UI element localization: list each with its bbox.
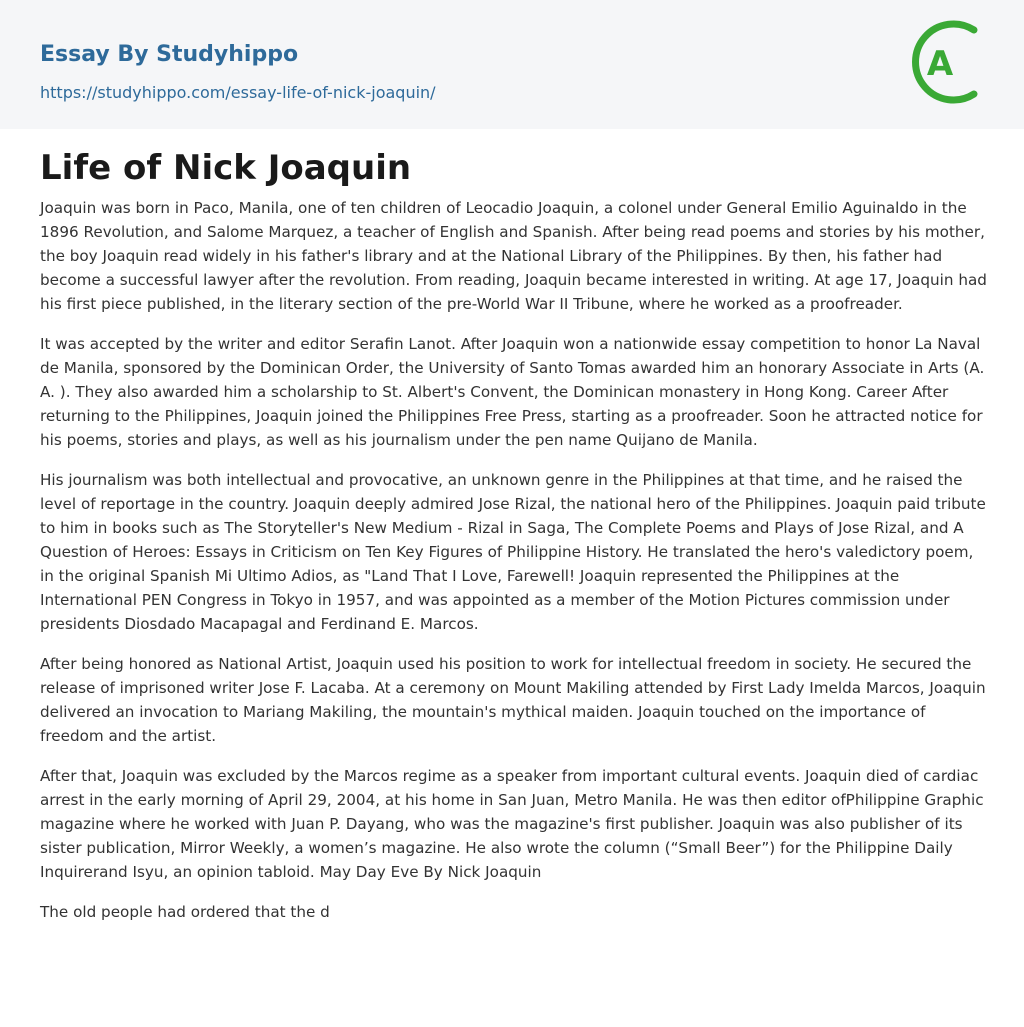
studyhippo-logo-icon[interactable]	[908, 16, 992, 108]
site-header	[0, 0, 1024, 129]
site-brand[interactable]: Essay By Studyhippo	[40, 42, 299, 67]
article-paragraph: It was accepted by the writer and editor Serafin Lanot. After Joaquin won a nationwide essay competition to honor La Naval de Manila, sponsored by the Dominican Order, the University of Santo Tomas awarded him an honorary Associate in Arts (A. A. ). They also awarded him a scholarship to St. Albert's Convent, the Dominican monastery in Hong Kong. Career After returning to the Philippines, Joaquin joined the Philippines Free Press, starting as a proofreader. Soon he attracted notice for his poems, stories and plays, as well as his journalism under the pen name Quijano de Manila.	[40, 335, 985, 449]
article-title: Life of Nick Joaquin	[40, 148, 412, 188]
article-paragraph: Joaquin was born in Paco, Manila, one of ten children of Leocadio Joaquin, a colonel under General Emilio Aguinaldo in the 1896 Revolution, and Salome Marquez, a teacher of English and Spanish. After being read poems and stories by his mother, the boy Joaquin read widely in his father's library and at the National Library of the Philippines. By then, his father had become a successful lawyer after the revolution. From reading, Joaquin became interested in writing. At age 17, Joaquin had his first piece published, in the literary section of the pre-World War II Tribune, where he worked as a proofreader.	[40, 199, 987, 313]
article-url-link[interactable]: https://studyhippo.com/essay-life-of-nick-joaquin/	[40, 83, 436, 102]
article-paragraph: After being honored as National Artist, Joaquin used his position to work for intellectual freedom in society. He secured the release of imprisoned writer Jose F. Lacaba. At a ceremony on Mount Makiling attended by First Lady Imelda Marcos, Joaquin delivered an invocation to Mariang Makiling, the mountain's mythical maiden. Joaquin touched on the importance of freedom and the artist.	[40, 655, 986, 745]
article-body	[0, 148, 1024, 924]
article-paragraph-truncated: The old people had ordered that the d	[40, 903, 330, 921]
article-paragraph: His journalism was both intellectual and provocative, an unknown genre in the Philippines at that time, and he raised the level of reportage in the country. Joaquin deeply admired Jose Rizal, the national hero of the Philippines. Joaquin paid tribute to him in books such as The Storyteller's New Medium - Rizal in Saga, The Complete Poems and Plays of Jose Rizal, and A Question of Heroes: Essays in Criticism on Ten Key Figures of Philippine History. He translated the hero's valedictory poem, in the original Spanish Mi Ultimo Adios, as "Land That I Love, Farewell! Joaquin represented the Philippines at the International PEN Congress in Tokyo in 1957, and was appointed as a member of the Motion Pictures commission under presidents Diosdado Macapagal and Ferdinand E. Marcos.	[40, 471, 986, 633]
logo-letter: A	[926, 44, 954, 84]
article-paragraph: After that, Joaquin was excluded by the Marcos regime as a speaker from important cultural events. Joaquin died of cardiac arrest in the early morning of April 29, 2004, at his home in San Juan, Metro Manila. He was then editor ofPhilippine Graphic magazine where he worked with Juan P. Dayang, who was the magazine's first publisher. Joaquin was also publisher of its sister publication, Mirror Weekly, a women’s magazine. He also wrote the column (“Small Beer”) for the Philippine Daily Inquirerand Isyu, an opinion tabloid. May Day Eve By Nick Joaquin	[40, 767, 984, 881]
